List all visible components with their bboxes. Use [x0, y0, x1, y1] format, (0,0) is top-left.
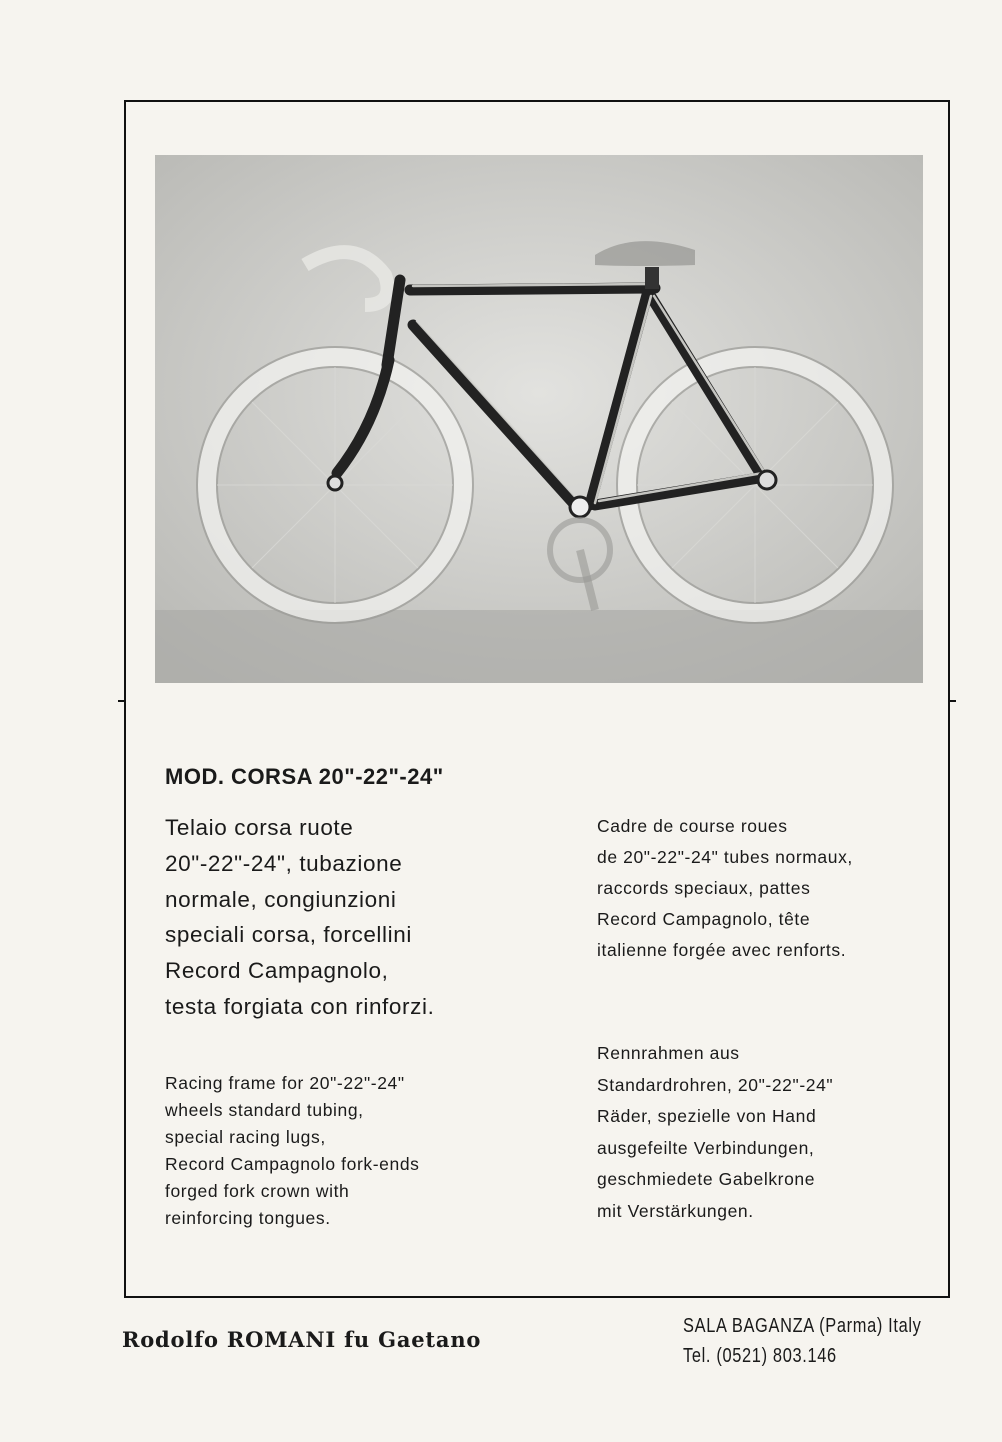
frame-tick-left — [118, 700, 124, 702]
german-line: Standardrohren, 20"-22"-24" — [597, 1074, 834, 1095]
german-description — [597, 1038, 937, 1227]
french-description — [597, 811, 937, 966]
english-description — [165, 1070, 525, 1232]
french-line: Record Campagnolo, tête — [597, 909, 811, 929]
french-line: raccords speciaux, pattes — [597, 878, 811, 898]
german-line: Räder, spezielle von Hand — [597, 1106, 817, 1126]
italian-description — [165, 810, 525, 1025]
english-line: forged fork crown with — [165, 1181, 350, 1201]
german-line: ausgefeilte Verbindungen, — [597, 1137, 815, 1158]
maker-name: Rodolfo ROMANI fu Gaetano — [122, 1327, 482, 1352]
italian-line: Telaio corsa ruote — [165, 815, 354, 840]
english-line: reinforcing tongues. — [165, 1208, 331, 1228]
frame-tick-right — [950, 700, 956, 702]
german-line: geschmiedete Gabelkrone — [597, 1169, 816, 1189]
english-line: special racing lugs, — [165, 1127, 326, 1147]
address-phone: Tel. (0521) 803.146 — [683, 1345, 837, 1367]
french-line: Cadre de course roues — [597, 816, 788, 836]
address-city: SALA BAGANZA (Parma) Italy — [683, 1315, 922, 1337]
bicycle-frame-photo — [155, 155, 923, 683]
italian-line: 20"-22"-24", tubazione — [165, 850, 403, 876]
english-line: Record Campagnolo fork-ends — [165, 1154, 420, 1174]
italian-line: testa forgiata con rinforzi. — [165, 993, 435, 1019]
french-line: de 20"-22"-24" tubes normaux, — [597, 847, 853, 867]
english-line: wheels standard tubing, — [165, 1100, 364, 1120]
french-line: italienne forgée avec renforts. — [597, 940, 847, 960]
german-line: Rennrahmen aus — [597, 1043, 740, 1063]
italian-line: normale, congiunzioni — [165, 886, 397, 912]
german-line: mit Verstärkungen. — [597, 1200, 754, 1221]
english-line: Racing frame for 20"-22"-24" — [165, 1073, 405, 1093]
italian-line: speciali corsa, forcellini — [165, 922, 412, 948]
bicycle-icon — [155, 155, 923, 683]
italian-line: Record Campagnolo, — [165, 958, 389, 984]
maker-address — [683, 1311, 922, 1371]
model-title: MOD. CORSA 20"-22"-24" — [165, 764, 444, 789]
